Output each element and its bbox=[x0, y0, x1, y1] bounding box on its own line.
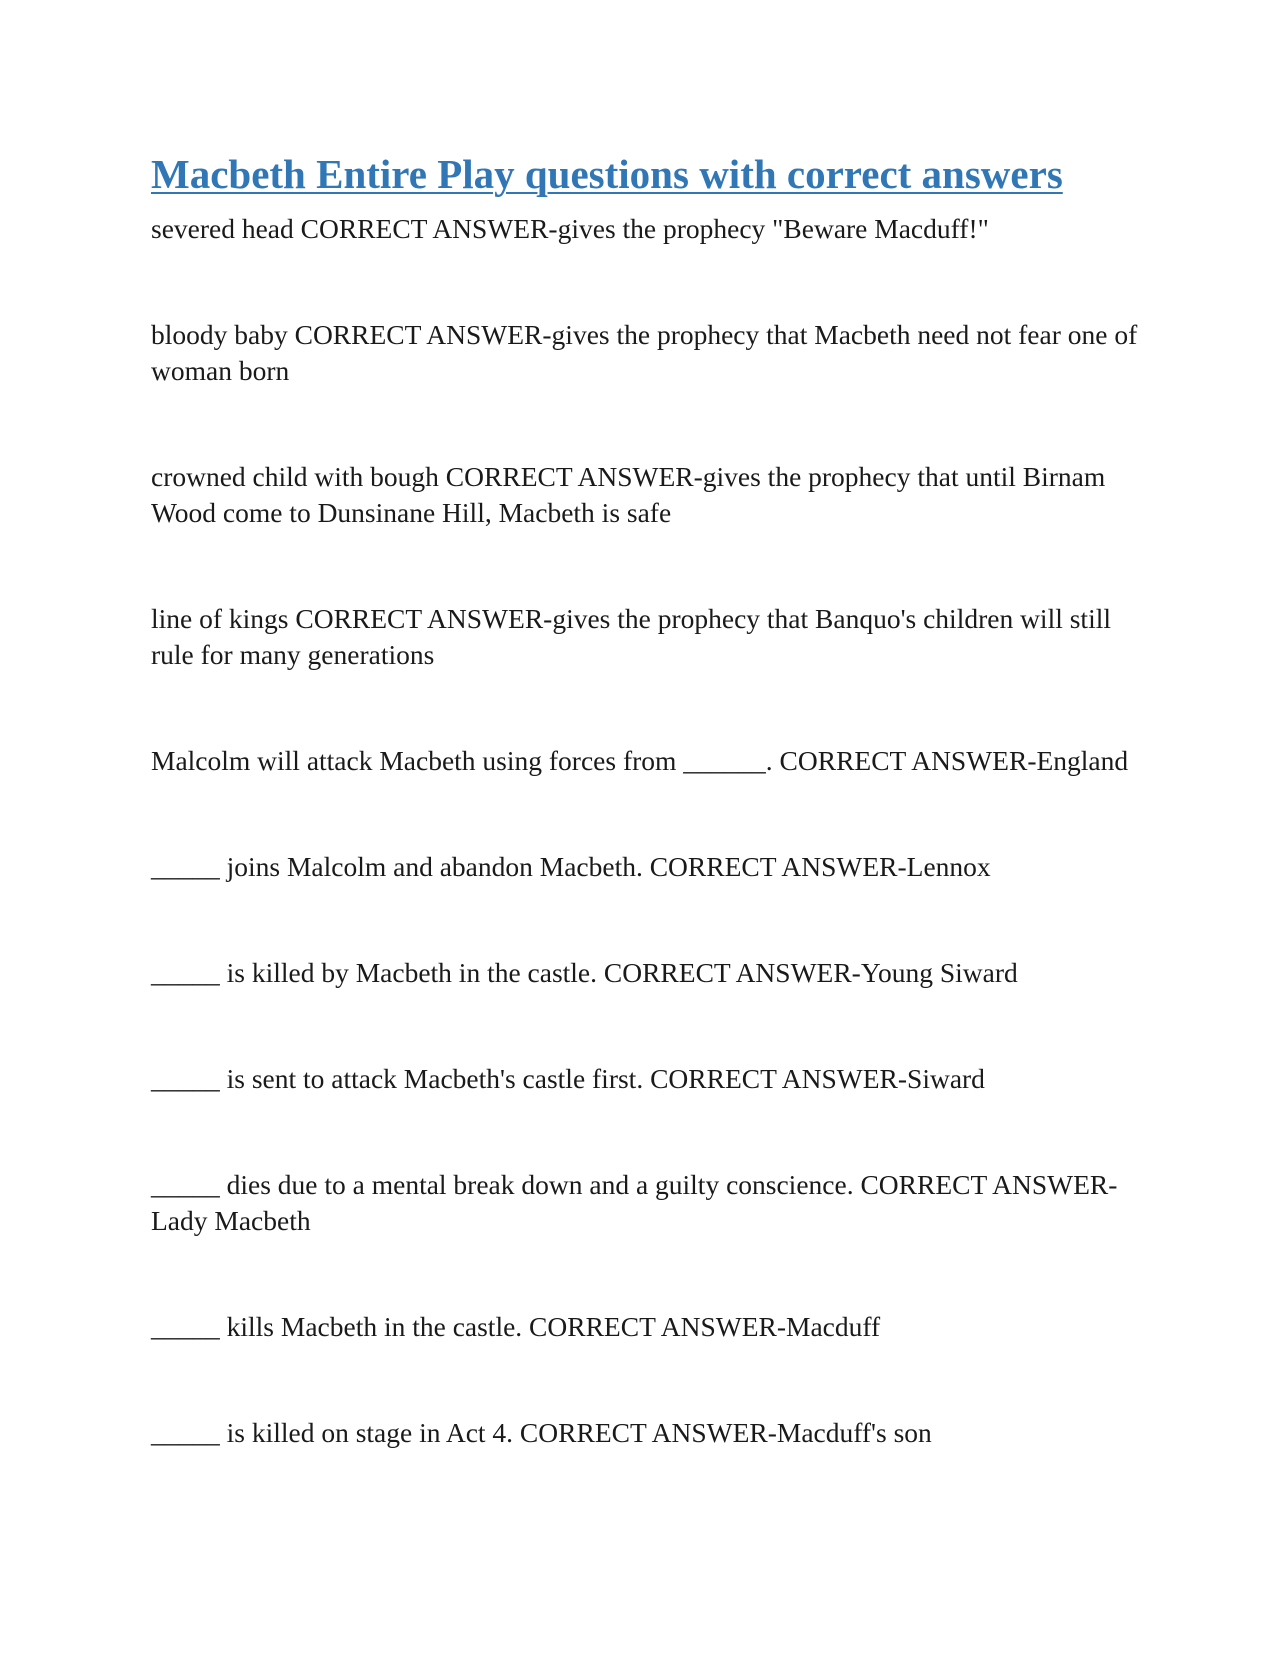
qa-item: _____ is killed on stage in Act 4. CORRECT ANSWER-Macduff's son bbox=[151, 1417, 932, 1449]
qa-item: crowned child with bough CORRECT ANSWER-gives the prophecy that until Birnam Wood come to Dunsinane Hill, Macbeth is safe bbox=[151, 461, 1106, 529]
qa-item: _____ dies due to a mental break down and a guilty conscience. CORRECT ANSWER-Lady Macbeth bbox=[151, 1169, 1118, 1237]
qa-item: Malcolm will attack Macbeth using forces from ______. CORRECT ANSWER-England bbox=[151, 745, 1129, 777]
qa-item: _____ is sent to attack Macbeth's castle first. CORRECT ANSWER-Siward bbox=[151, 1063, 985, 1095]
qa-item: _____ joins Malcolm and abandon Macbeth. CORRECT ANSWER-Lennox bbox=[151, 851, 991, 883]
document-page bbox=[151, 150, 1141, 1451]
qa-item: _____ kills Macbeth in the castle. CORRECT ANSWER-Macduff bbox=[151, 1311, 881, 1343]
qa-item: _____ is killed by Macbeth in the castle. CORRECT ANSWER-Young Siward bbox=[151, 957, 1018, 989]
qa-item: severed head CORRECT ANSWER-gives the prophecy "Beware Macduff!" bbox=[151, 213, 989, 245]
qa-item: line of kings CORRECT ANSWER-gives the prophecy that Banquo's children will still rule for many generations bbox=[151, 603, 1111, 671]
document-title: Macbeth Entire Play questions with correct answers bbox=[151, 151, 1063, 197]
qa-list bbox=[151, 211, 1141, 1451]
qa-item: bloody baby CORRECT ANSWER-gives the prophecy that Macbeth need not fear one of woman born bbox=[151, 319, 1138, 387]
